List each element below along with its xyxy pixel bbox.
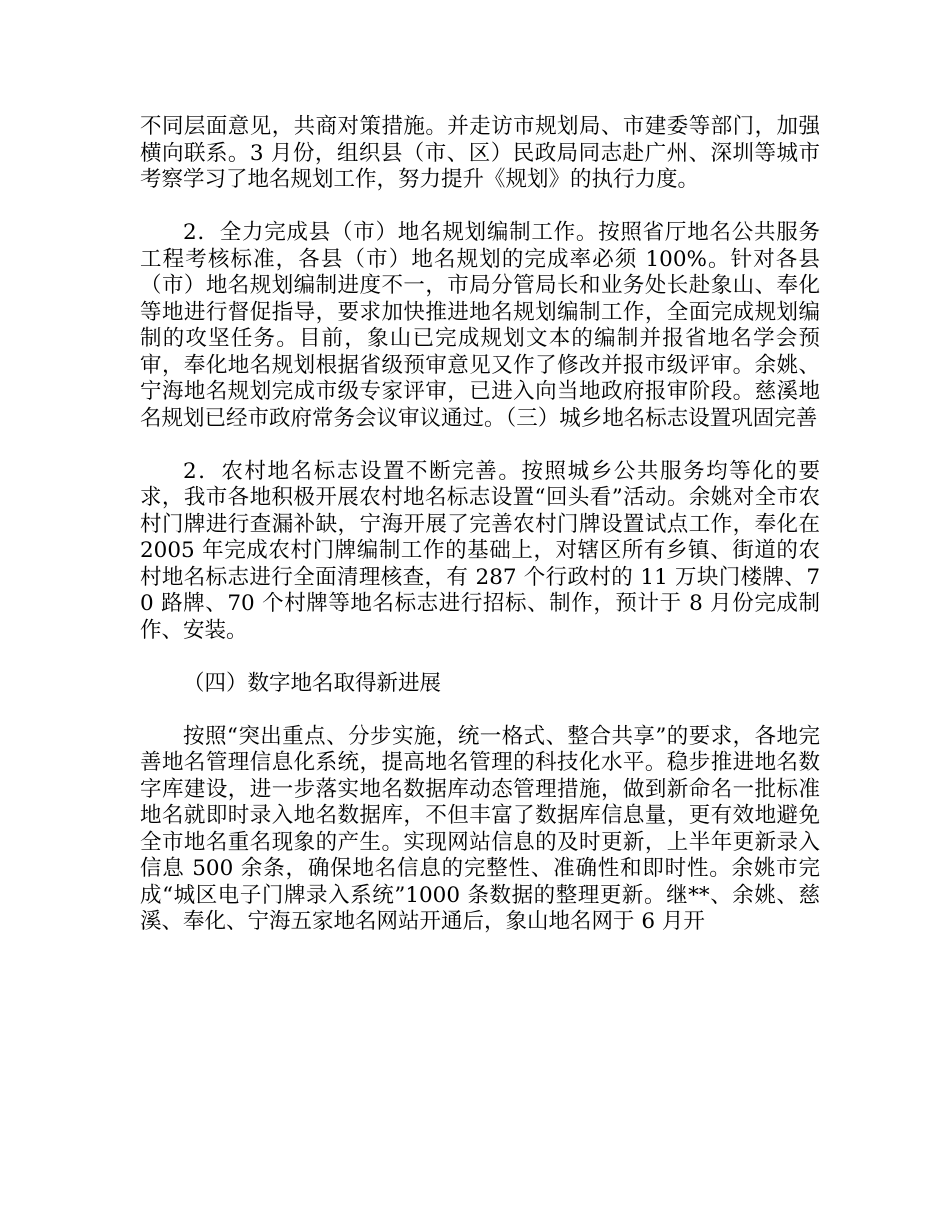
section-heading-digital-names: （四）数字地名取得新进展 bbox=[183, 670, 442, 696]
paragraph-county-planning: 2．全力完成县（市）地名规划编制工作。按照省厅地名公共服务工程考核标准，各县（市）地名规划的完成率必须 100%。针对各县（市）地名规划编制进度不一，市局分管局长和业务处长赴象山、奉化等地进行督促指导，要求加快推进地名规划编制工作，全面完成规划编制的攻坚任务。目前，象山已完成规划文本的编制并报省地名学会预审，奉化地名规划根据省级预审意见又作了修改并报市级评审。余姚、宁海地名规划完成市级专家评审，已进入向当地政府报审阶段。慈溪地名规划已经市政府常务会议审议通过。（三）城乡地名标志设置巩固完善 bbox=[140, 220, 820, 431]
paragraph-digital-names: 按照“突出重点、分步实施，统一格式、整合共享”的要求，各地完善地名管理信息化系统，提高地名管理的科技化水平。稳步推进地名数字库建设，进一步落实地名数据库动态管理措施，做到新命名一批标准地名就即时录入地名数据库，不但丰富了数据库信息量，更有效地避免全市地名重名现象的产生。实现网站信息的及时更新，上半年更新录入信息 500 余条，确保地名信息的完整性、准确性和即时性。余姚市完成“城区电子门牌录入系统”1000 条数据的整理更新。继**、余姚、慈溪、奉化、宁海五家地名网站开通后，象山地名网于 6 月开 bbox=[140, 723, 820, 934]
paragraph-rural-signs: 2．农村地名标志设置不断完善。按照城乡公共服务均等化的要求，我市各地积极开展农村地名标志设置“回头看”活动。余姚对全市农村门牌进行查漏补缺，宁海开展了完善农村门牌设置试点工作，奉化在 2005 年完成农村门牌编制工作的基础上，对辖区所有乡镇、街道的农村地名标志进行全面清理核查，有 287 个行政村的 11 万块门楼牌、70 路牌、70 个村牌等地名标志进行招标、制作，预计于 8 月份完成制作、安装。 bbox=[140, 458, 820, 643]
paragraph-continuation: 不同层面意见，共商对策措施。并走访市规划局、市建委等部门，加强横向联系。3 月份，组织县（市、区）民政局同志赴广州、深圳等城市考察学习了地名规划工作，努力提升《规划》的执行力度。 bbox=[140, 114, 820, 192]
document-body bbox=[140, 114, 820, 962]
